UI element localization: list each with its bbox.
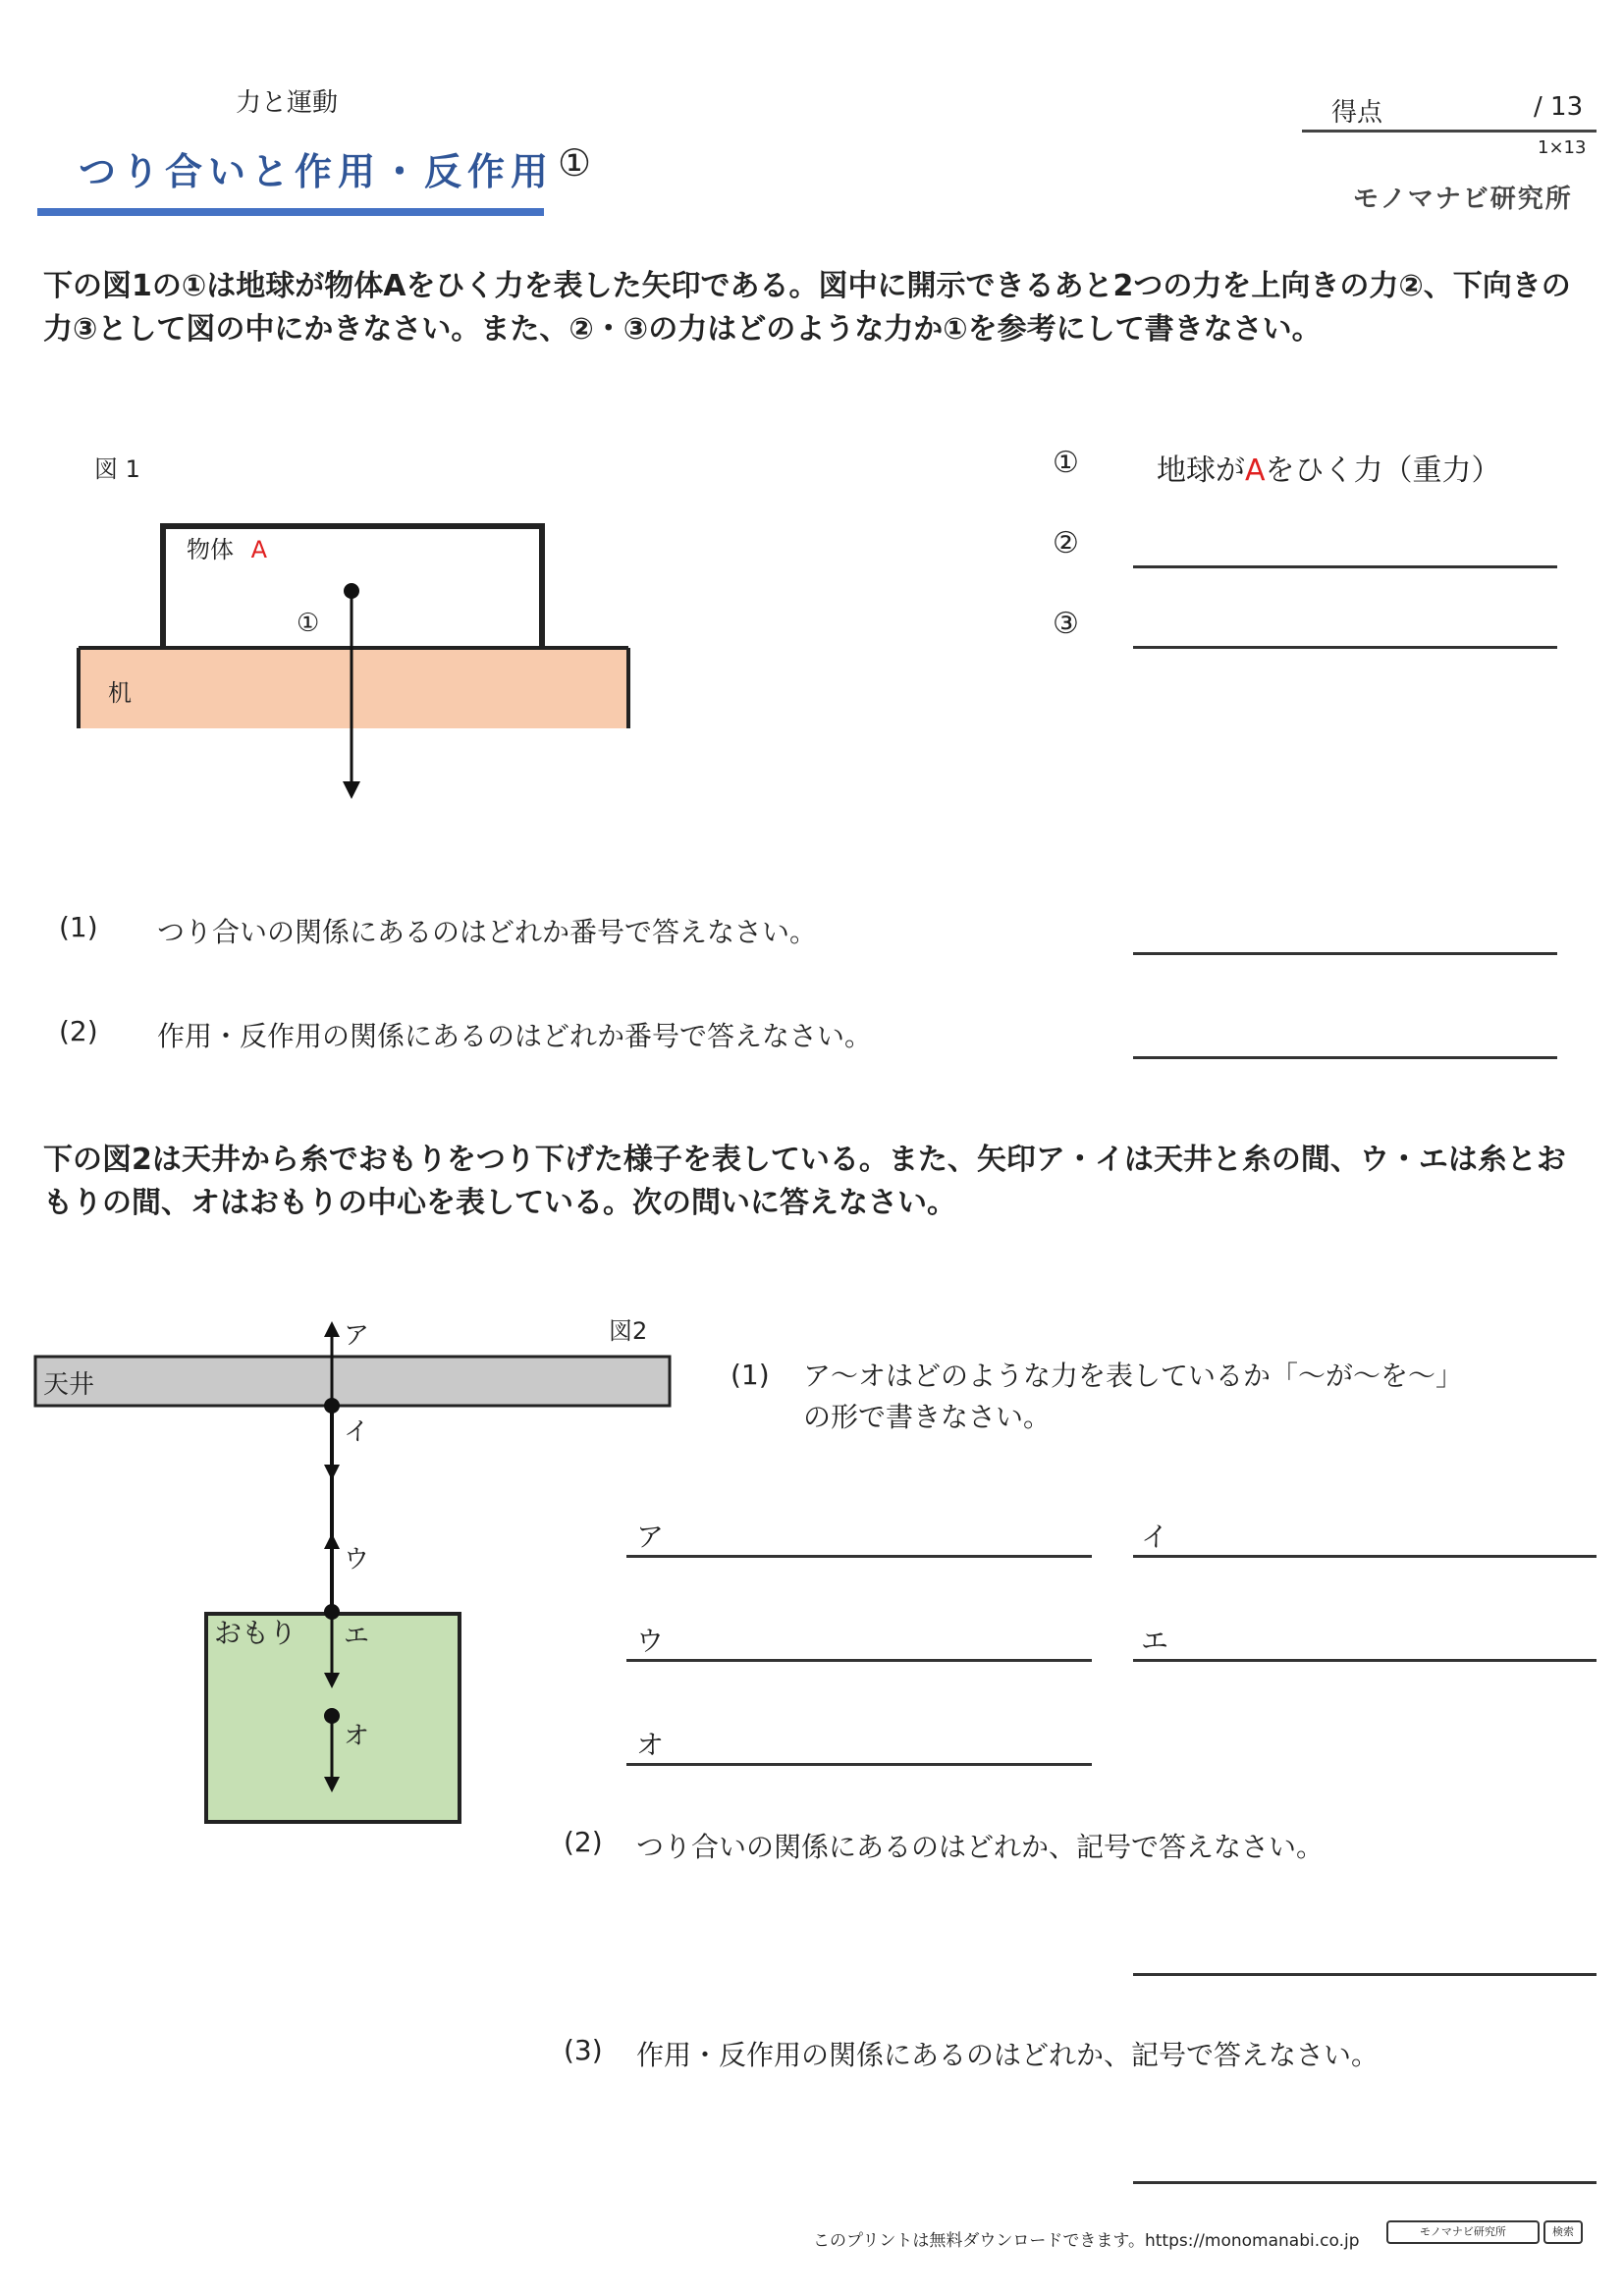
arrow-1-head [343,781,360,799]
desk-rect [79,648,628,728]
ceiling-label: 天井 [43,1370,95,1400]
q2-sub2-number: (2) [564,1826,603,1858]
arrow-a-label: ア [344,1321,370,1351]
blank-o-line[interactable] [626,1763,1092,1766]
arrow-i-label: イ [344,1417,370,1447]
footer-search-button[interactable]: 検索 [1543,2220,1583,2244]
blank-u-label: ウ [636,1625,665,1657]
score-value: / 13 [1534,92,1584,122]
score-label: 得点 [1331,98,1383,128]
blank-u-line[interactable] [626,1659,1092,1662]
subject-label: 力と運動 [236,88,339,118]
q2-sub2-text: つり合いの関係にあるのはどれか、記号で答えなさい。 [636,1831,1325,1863]
blank-a-label: ア [636,1521,665,1553]
question2-text: 下の図2は天井から糸でおもりをつり下げた様子を表している。また、矢印ア・イは天井と糸の間、ウ・エは糸とおもりの間、オはおもりの中心を表している。次の問いに答えなさい。 [43,1143,1566,1220]
page-title: つり合いと作用・反作用 [79,150,555,193]
blank-e-label: エ [1141,1625,1169,1657]
desk-label: 机 [108,679,132,707]
answer-3-blank[interactable] [1133,646,1557,649]
arrow-u-label: ウ [344,1545,370,1575]
ceiling-point-dot [324,1398,340,1414]
q2-sub3-text: 作用・反作用の関係にあるのはどれか、記号で答えなさい。 [636,2039,1380,2071]
q1-sub2-number: (2) [59,1015,98,1047]
blank-e-line[interactable] [1133,1659,1597,1662]
question1-text: 下の図1の①は地球が物体Aをひく力を表した矢印である。図中に開示できるあと2つの力を上向きの力②、下向きの力③として図の中にかきなさい。また、②・③の力はどのような力か①を参考にして書きなさい。 [43,269,1571,347]
figure1-label: 図 1 [94,455,140,483]
brand-logo: モノマナビ研究所 [1353,185,1573,214]
q2-sub3-number: (3) [564,2034,603,2066]
answer-2-number: ② [1053,526,1079,561]
arrow-u-head [324,1533,340,1549]
ceiling-rect [35,1357,670,1406]
answer-2-blank[interactable] [1133,565,1557,568]
answer-1-text: 地球がAをひく力（重力） [1157,454,1501,488]
arrow-e-label: エ [344,1622,370,1651]
answer-3-number: ③ [1053,607,1079,641]
blank-o-label: オ [636,1729,665,1761]
object-label: 物体 A [187,536,268,563]
q2-sub2-blank[interactable] [1133,1973,1597,1976]
blank-i-label: イ [1141,1521,1169,1553]
q2-sub1-text-line1: ア～オはどのような力を表しているか「～が～を～」 [803,1360,1464,1392]
q1-sub2-text: 作用・反作用の関係にあるのはどれか番号で答えなさい。 [157,1020,873,1052]
weight-label: おもり [214,1617,298,1649]
blank-i-line[interactable] [1133,1555,1597,1558]
answer-1-number: ① [1053,446,1079,480]
footer-text: このプリントは無料ダウンロードできます。https://monomanabi.co.jp [813,2231,1360,2251]
footer-brand-box[interactable]: モノマナビ研究所 [1386,2220,1540,2244]
arrow-1-label: ① [297,609,320,638]
q2-sub3-blank[interactable] [1133,2181,1597,2184]
q1-sub1-text: つり合いの関係にあるのはどれか番号で答えなさい。 [157,916,818,948]
arrow-o-label: オ [344,1722,370,1751]
blank-a-line[interactable] [626,1555,1092,1558]
arrow-i-head [324,1465,340,1480]
q1-sub2-blank[interactable] [1133,1056,1557,1059]
q2-sub1-number: (1) [731,1359,770,1391]
title-number: ① [558,141,592,185]
score-unit: 1×13 [1538,137,1587,158]
q1-sub1-blank[interactable] [1133,952,1557,955]
arrow-a-head [324,1321,340,1337]
figure2-label: 図2 [609,1317,648,1345]
q2-sub1-text-line2: の形で書きなさい。 [803,1401,1052,1433]
q1-sub1-number: (1) [59,911,98,943]
